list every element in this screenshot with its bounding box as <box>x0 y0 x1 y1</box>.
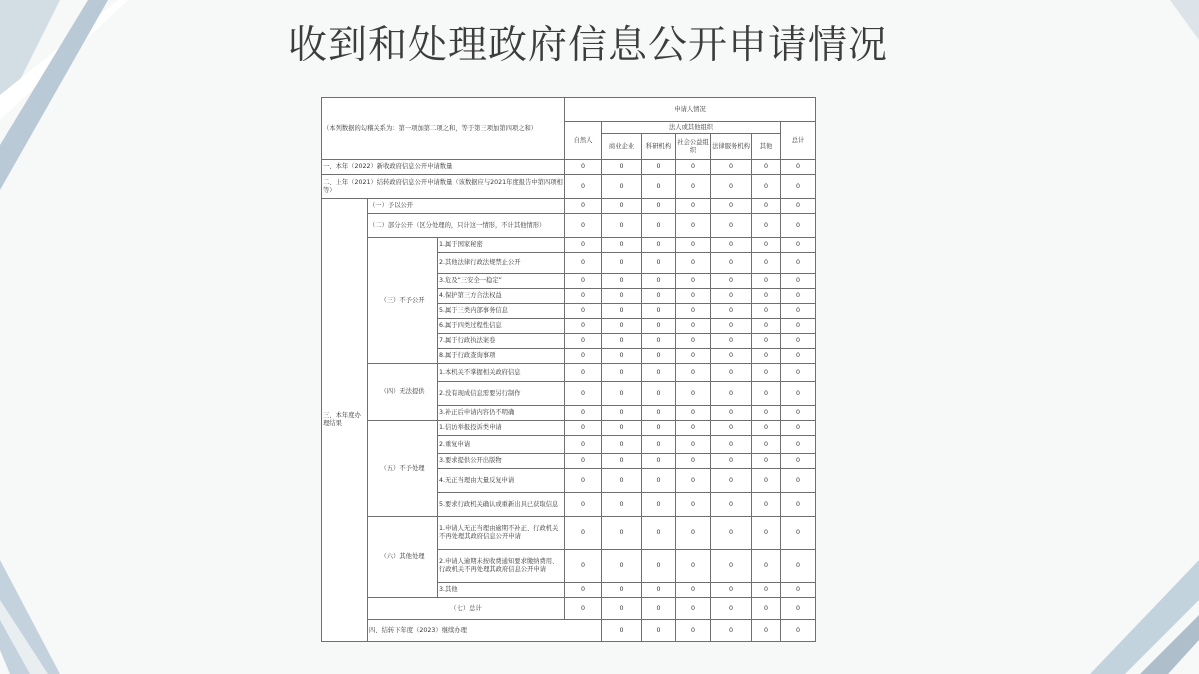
value-cell: 0 <box>676 436 711 454</box>
row-item-label: 1.本机关不掌握相关政府信息 <box>438 364 565 382</box>
value-cell: 0 <box>752 469 781 493</box>
value-cell: 0 <box>565 253 602 274</box>
value-cell: 0 <box>602 214 642 238</box>
value-cell: 0 <box>642 454 676 469</box>
value-cell: 0 <box>781 334 816 349</box>
value-cell: 0 <box>711 274 752 289</box>
value-cell: 0 <box>642 598 676 620</box>
value-cell: 0 <box>642 550 676 583</box>
header-commercial: 商业企业 <box>602 134 642 160</box>
value-cell: 0 <box>642 175 676 199</box>
value-cell: 0 <box>602 238 642 253</box>
value-cell: 0 <box>642 620 676 642</box>
value-cell: 0 <box>642 214 676 238</box>
value-cell: 0 <box>565 406 602 421</box>
value-cell: 0 <box>781 364 816 382</box>
value-cell: 0 <box>602 364 642 382</box>
value-cell: 0 <box>676 175 711 199</box>
header-public-welfare: 社会公益组织 <box>676 134 711 160</box>
value-cell: 0 <box>711 493 752 517</box>
value-cell: 0 <box>565 454 602 469</box>
header-note: （本列数据的勾稽关系为：第一项加第二项之和，等于第三项加第四项之和） <box>322 98 565 160</box>
value-cell: 0 <box>752 493 781 517</box>
value-cell: 0 <box>752 620 781 642</box>
value-cell: 0 <box>642 334 676 349</box>
value-cell: 0 <box>642 349 676 364</box>
header-other: 其他 <box>752 134 781 160</box>
row-disclosed-label: （一）予以公开 <box>368 199 565 214</box>
value-cell: 0 <box>676 517 711 550</box>
value-cell: 0 <box>602 550 642 583</box>
value-cell: 0 <box>676 583 711 598</box>
value-cell: 0 <box>602 304 642 319</box>
value-cell: 0 <box>711 214 752 238</box>
value-cell: 0 <box>781 406 816 421</box>
value-cell: 0 <box>565 364 602 382</box>
value-cell: 0 <box>602 469 642 493</box>
value-cell: 0 <box>781 304 816 319</box>
value-cell: 0 <box>711 382 752 406</box>
value-cell: 0 <box>781 199 816 214</box>
header-legal-service: 法律服务机构 <box>711 134 752 160</box>
value-cell: 0 <box>565 583 602 598</box>
value-cell: 0 <box>781 598 816 620</box>
value-cell: 0 <box>676 289 711 304</box>
value-cell: 0 <box>642 469 676 493</box>
value-cell: 0 <box>676 364 711 382</box>
header-natural-person: 自然人 <box>565 122 602 160</box>
value-cell: 0 <box>565 274 602 289</box>
value-cell: 0 <box>642 304 676 319</box>
value-cell: 0 <box>565 214 602 238</box>
value-cell: 0 <box>752 421 781 436</box>
value-cell: 0 <box>565 421 602 436</box>
value-cell: 0 <box>711 598 752 620</box>
value-cell: 0 <box>602 319 642 334</box>
value-cell: 0 <box>711 334 752 349</box>
value-cell: 0 <box>642 364 676 382</box>
value-cell: 0 <box>781 493 816 517</box>
value-cell: 0 <box>565 349 602 364</box>
value-cell: 0 <box>781 469 816 493</box>
value-cell: 0 <box>602 493 642 517</box>
value-cell: 0 <box>711 364 752 382</box>
value-cell: 0 <box>602 349 642 364</box>
value-cell: 0 <box>676 238 711 253</box>
value-cell: 0 <box>752 349 781 364</box>
value-cell: 0 <box>711 253 752 274</box>
value-cell: 0 <box>676 469 711 493</box>
row-item-label: 1.申请人无正当理由逾期不补正、行政机关不再处理其政府信息公开申请 <box>438 517 565 550</box>
row-item-label: 4.无正当理由大量反复申请 <box>438 469 565 493</box>
value-cell: 0 <box>711 454 752 469</box>
value-cell: 0 <box>642 289 676 304</box>
value-cell: 0 <box>565 517 602 550</box>
value-cell: 0 <box>676 319 711 334</box>
value-cell: 0 <box>642 238 676 253</box>
value-cell: 0 <box>752 517 781 550</box>
value-cell: 0 <box>711 436 752 454</box>
value-cell: 0 <box>676 349 711 364</box>
value-cell: 0 <box>711 160 752 175</box>
value-cell: 0 <box>565 160 602 175</box>
value-cell: 0 <box>711 550 752 583</box>
row-carry-forward-label: 四、结转下年度（2023）继续办理 <box>368 620 602 642</box>
value-cell: 0 <box>781 421 816 436</box>
value-cell: 0 <box>781 583 816 598</box>
row-item-label: 3.其他 <box>438 583 565 598</box>
row-item-label: 2.申请人逾期未按收费通知要求缴纳费用、行政机关不再处理其政府信息公开申请 <box>438 550 565 583</box>
value-cell: 0 <box>752 304 781 319</box>
value-cell: 0 <box>642 421 676 436</box>
slide-title: 收到和处理政府信息公开申请情况 <box>288 23 889 68</box>
row-item-label: 4.保护第三方合法权益 <box>438 289 565 304</box>
value-cell: 0 <box>642 199 676 214</box>
value-cell: 0 <box>752 550 781 583</box>
value-cell: 0 <box>752 274 781 289</box>
row-item-label: 3.补正后申请内容仍不明确 <box>438 406 565 421</box>
value-cell: 0 <box>642 406 676 421</box>
value-cell: 0 <box>752 406 781 421</box>
value-cell: 0 <box>752 214 781 238</box>
value-cell: 0 <box>676 454 711 469</box>
row-item-label: 1.属于国家秘密 <box>438 238 565 253</box>
value-cell: 0 <box>711 349 752 364</box>
value-cell: 0 <box>565 382 602 406</box>
value-cell: 0 <box>642 517 676 550</box>
value-cell: 0 <box>781 517 816 550</box>
header-applicant: 申请人情况 <box>565 98 816 122</box>
value-cell: 0 <box>602 454 642 469</box>
value-cell: 0 <box>752 199 781 214</box>
value-cell: 0 <box>752 319 781 334</box>
government-info-table <box>321 97 816 642</box>
value-cell: 0 <box>565 550 602 583</box>
row-carried-over-label: 二、上年（2021）结转政府信息公开申请数量（该数据应与2021年度报告中第四项相等） <box>322 175 565 199</box>
header-legal-group: 法人或其他组织 <box>602 122 781 134</box>
value-cell: 0 <box>602 199 642 214</box>
value-cell: 0 <box>565 436 602 454</box>
value-cell: 0 <box>602 175 642 199</box>
value-cell: 0 <box>781 319 816 334</box>
value-cell: 0 <box>781 175 816 199</box>
value-cell: 0 <box>565 469 602 493</box>
value-cell: 0 <box>752 289 781 304</box>
value-cell: 0 <box>752 334 781 349</box>
value-cell: 0 <box>711 319 752 334</box>
value-cell: 0 <box>781 238 816 253</box>
value-cell: 0 <box>781 436 816 454</box>
value-cell: 0 <box>752 454 781 469</box>
value-cell: 0 <box>602 334 642 349</box>
value-cell: 0 <box>602 289 642 304</box>
value-cell: 0 <box>565 289 602 304</box>
value-cell: 0 <box>711 238 752 253</box>
row-item-label: 8.属于行政查询事项 <box>438 349 565 364</box>
row-item-label: 2.重复申请 <box>438 436 565 454</box>
row-item-label: 3.要求提供公开出版物 <box>438 454 565 469</box>
value-cell: 0 <box>565 238 602 253</box>
value-cell: 0 <box>752 382 781 406</box>
value-cell: 0 <box>602 436 642 454</box>
row-item-label: 3.危及“三安全一稳定” <box>438 274 565 289</box>
value-cell: 0 <box>711 517 752 550</box>
value-cell: 0 <box>602 406 642 421</box>
value-cell: 0 <box>602 517 642 550</box>
row-item-label: 5.属于三类内部事务信息 <box>438 304 565 319</box>
value-cell: 0 <box>676 620 711 642</box>
value-cell: 0 <box>602 160 642 175</box>
value-cell: 0 <box>642 274 676 289</box>
value-cell: 0 <box>602 583 642 598</box>
value-cell: 0 <box>752 436 781 454</box>
value-cell: 0 <box>565 334 602 349</box>
value-cell: 0 <box>711 406 752 421</box>
value-cell: 0 <box>565 319 602 334</box>
value-cell: 0 <box>752 364 781 382</box>
value-cell: 0 <box>676 406 711 421</box>
value-cell: 0 <box>711 583 752 598</box>
value-cell: 0 <box>676 493 711 517</box>
value-cell: 0 <box>752 583 781 598</box>
value-cell: 0 <box>676 304 711 319</box>
value-cell: 0 <box>676 382 711 406</box>
row-item-label: 6.属于四类过程性信息 <box>438 319 565 334</box>
value-cell: 0 <box>781 214 816 238</box>
value-cell: 0 <box>676 199 711 214</box>
value-cell: 0 <box>565 199 602 214</box>
section-results-label: 三、本年度办理结果 <box>322 199 368 642</box>
group-unavailable-label: （四）无法提供 <box>368 364 438 421</box>
value-cell: 0 <box>676 214 711 238</box>
value-cell: 0 <box>711 175 752 199</box>
value-cell: 0 <box>711 620 752 642</box>
value-cell: 0 <box>642 319 676 334</box>
group-not-disclosed-label: （三）不予公开 <box>368 238 438 364</box>
value-cell: 0 <box>642 436 676 454</box>
value-cell: 0 <box>565 175 602 199</box>
value-cell: 0 <box>602 421 642 436</box>
row-item-label: 1.信访举报投诉类申请 <box>438 421 565 436</box>
row-new-requests-label: 一、本年（2022）新收政府信息公开申请数量 <box>322 160 565 175</box>
value-cell: 0 <box>602 274 642 289</box>
row-item-label: 5.要求行政机关确认或重新出具已获取信息 <box>438 493 565 517</box>
value-cell: 0 <box>781 253 816 274</box>
value-cell: 0 <box>752 175 781 199</box>
value-cell: 0 <box>676 598 711 620</box>
value-cell: 0 <box>642 382 676 406</box>
value-cell: 0 <box>602 598 642 620</box>
value-cell: 0 <box>642 160 676 175</box>
row-item-label: 2.其他法律行政法规禁止公开 <box>438 253 565 274</box>
value-cell: 0 <box>642 253 676 274</box>
value-cell: 0 <box>781 382 816 406</box>
value-cell: 0 <box>642 583 676 598</box>
value-cell: 0 <box>602 382 642 406</box>
value-cell: 0 <box>676 550 711 583</box>
row-item-label: 2.没有现成信息需要另行制作 <box>438 382 565 406</box>
value-cell: 0 <box>711 421 752 436</box>
header-total: 总计 <box>781 122 816 160</box>
value-cell: 0 <box>752 238 781 253</box>
value-cell: 0 <box>565 304 602 319</box>
value-cell: 0 <box>676 253 711 274</box>
value-cell: 0 <box>752 160 781 175</box>
group-not-processed-label: （五）不予处理 <box>368 421 438 517</box>
group-other-processing-label: （六）其他处理 <box>368 517 438 598</box>
value-cell: 0 <box>711 199 752 214</box>
value-cell: 0 <box>676 160 711 175</box>
value-cell: 0 <box>781 349 816 364</box>
value-cell: 0 <box>781 160 816 175</box>
value-cell: 0 <box>781 274 816 289</box>
row-subtotal-label: （七）总计 <box>368 598 565 620</box>
header-research: 科研机构 <box>642 134 676 160</box>
value-cell: 0 <box>781 620 816 642</box>
value-cell: 0 <box>602 253 642 274</box>
value-cell: 0 <box>711 289 752 304</box>
value-cell: 0 <box>752 598 781 620</box>
row-item-label: 7.属于行政执法案卷 <box>438 334 565 349</box>
row-partial-label: （二）部分公开（区分处理的，只计这一情形，不计其他情形） <box>368 214 565 238</box>
value-cell: 0 <box>602 620 642 642</box>
value-cell: 0 <box>711 469 752 493</box>
value-cell: 0 <box>781 454 816 469</box>
value-cell: 0 <box>676 334 711 349</box>
value-cell: 0 <box>676 421 711 436</box>
value-cell: 0 <box>565 598 602 620</box>
value-cell: 0 <box>642 493 676 517</box>
value-cell: 0 <box>676 274 711 289</box>
value-cell: 0 <box>565 493 602 517</box>
value-cell: 0 <box>711 304 752 319</box>
value-cell: 0 <box>752 253 781 274</box>
value-cell: 0 <box>781 550 816 583</box>
value-cell: 0 <box>781 289 816 304</box>
